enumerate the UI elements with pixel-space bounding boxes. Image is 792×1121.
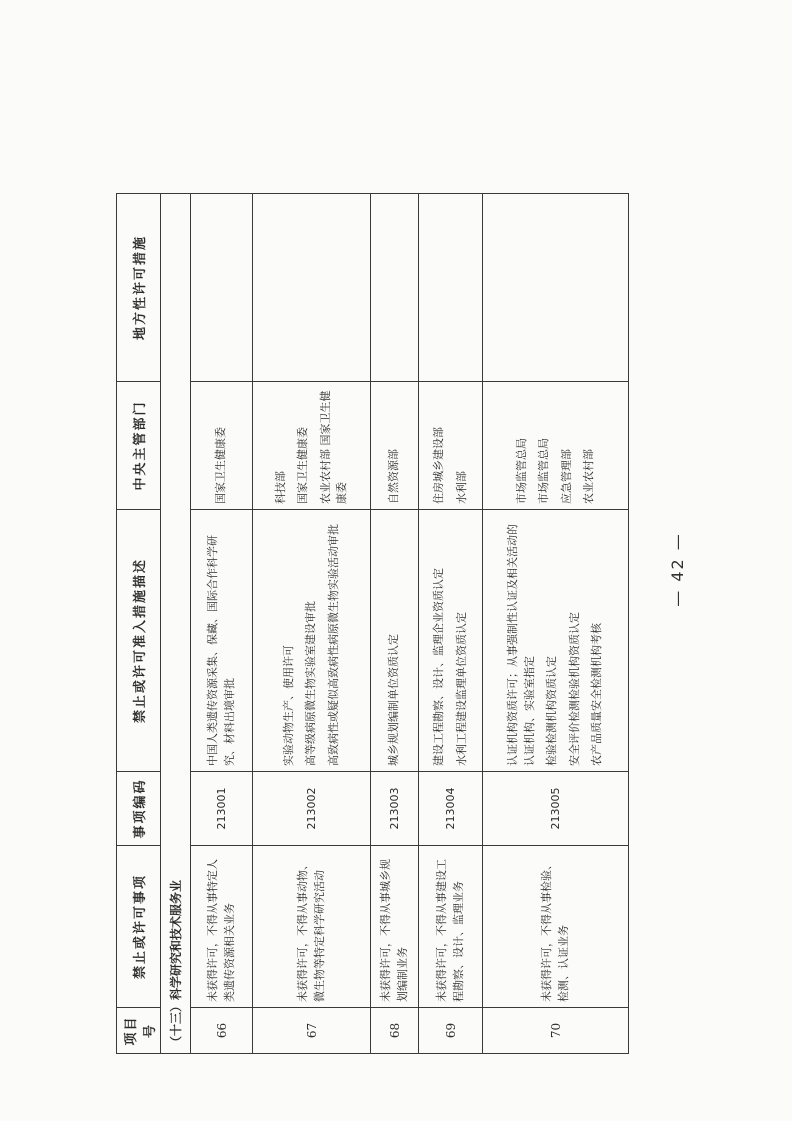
desc-line: 安全评价检测检验机构资质认定 (567, 612, 581, 766)
header-dept: 中央主管部门 (117, 382, 161, 510)
row-number: 67 (253, 1008, 371, 1054)
desc-line: 水利工程建设监理单位资质认定 (454, 612, 468, 766)
row-desc (483, 510, 629, 772)
row-item: 未获得许可，不得从事检验、检测、认证业务 (483, 846, 629, 1008)
row-dept (371, 382, 419, 510)
section-row (161, 194, 191, 1054)
header-no: 项目号 (117, 1008, 161, 1054)
row-dept (253, 382, 371, 510)
row-item: 未获得许可，不得从事动物、微生物等特定科学研究活动 (253, 846, 371, 1008)
rotated-table-container (116, 194, 628, 1054)
row-dept (483, 382, 629, 510)
header-local: 地方性许可措施 (117, 194, 161, 382)
dept-line: 应急管理部 (559, 449, 573, 504)
row-local (371, 194, 419, 382)
row-desc (419, 510, 483, 772)
row-local (253, 194, 371, 382)
table-row (253, 194, 371, 1054)
header-row (117, 194, 161, 1054)
dept-line: 科技部 (273, 471, 287, 504)
dept-line: 住房城乡建设部 (432, 427, 445, 504)
row-local (191, 194, 253, 382)
row-code: 213002 (253, 772, 371, 846)
table-row (191, 194, 253, 1054)
row-item: 未获得许可，不得从事特定人类遗传资源相关业务 (191, 846, 253, 1008)
row-item: 未获得许可，不得从事建设工程勘察、设计、监理业务 (419, 846, 483, 1008)
desc-line: 农产品质量安全检测机构考核 (590, 623, 604, 766)
row-local (419, 194, 483, 382)
desc-line: 检验检测机构资质认定 (545, 656, 559, 766)
desc-line: 城乡规划编制单位资质认定 (387, 634, 401, 766)
header-item: 禁止或许可事项 (117, 846, 161, 1008)
row-desc (371, 510, 419, 772)
desc-line: 认证机构资质许可；从事强制性认证及相关活动的认证机构、实验室指定 (506, 524, 536, 766)
header-code: 事项编码 (117, 772, 161, 846)
row-number: 69 (419, 1008, 483, 1054)
row-number: 70 (483, 1008, 629, 1054)
row-desc (253, 510, 371, 772)
row-number: 68 (371, 1008, 419, 1054)
dept-line: 市场监管总局 (514, 438, 528, 504)
dept-line: 市场监管总局 (537, 438, 550, 504)
dept-line: 农业农村部 国家卫生健康委 (318, 390, 348, 504)
dept-line: 国家卫生健康委 (296, 427, 309, 504)
dept-line: 国家卫生健康委 (214, 427, 228, 504)
desc-line: 高致病性或疑似高致病性病原微生物实验活动审批 (326, 524, 340, 766)
row-dept (419, 382, 483, 510)
row-code: 213003 (371, 772, 419, 846)
table-row (483, 194, 629, 1054)
row-local (483, 194, 629, 382)
row-code: 213004 (419, 772, 483, 846)
header-desc: 禁止或许可准入措施描述 (117, 510, 161, 772)
row-desc (191, 510, 253, 772)
row-item: 未获得许可，不得从事城乡规划编制业务 (371, 846, 419, 1008)
row-number: 66 (191, 1008, 253, 1054)
desc-line: 高等级病原微生物实验室建设审批 (304, 601, 318, 766)
dept-line: 水利部 (454, 471, 468, 504)
dept-line: 农业农村部 (582, 449, 595, 504)
desc-line: 实验动物生产、使用许可 (281, 645, 295, 766)
row-dept (191, 382, 253, 510)
desc-line: 中国人类遗传资源采集、保藏、国际合作科学研究、材料出境审批 (206, 535, 236, 766)
permit-table (116, 193, 629, 1054)
row-code: 213005 (483, 772, 629, 846)
table-row (419, 194, 483, 1054)
row-code: 213001 (191, 772, 253, 846)
dept-line: 自然资源部 (387, 449, 401, 504)
section-title: （十三）科学研究和技术服务业 (161, 194, 191, 1054)
desc-line: 建设工程勘察、设计、监理企业资质认定 (432, 568, 445, 766)
page-number: — 42 — (667, 532, 687, 607)
table-row (371, 194, 419, 1054)
